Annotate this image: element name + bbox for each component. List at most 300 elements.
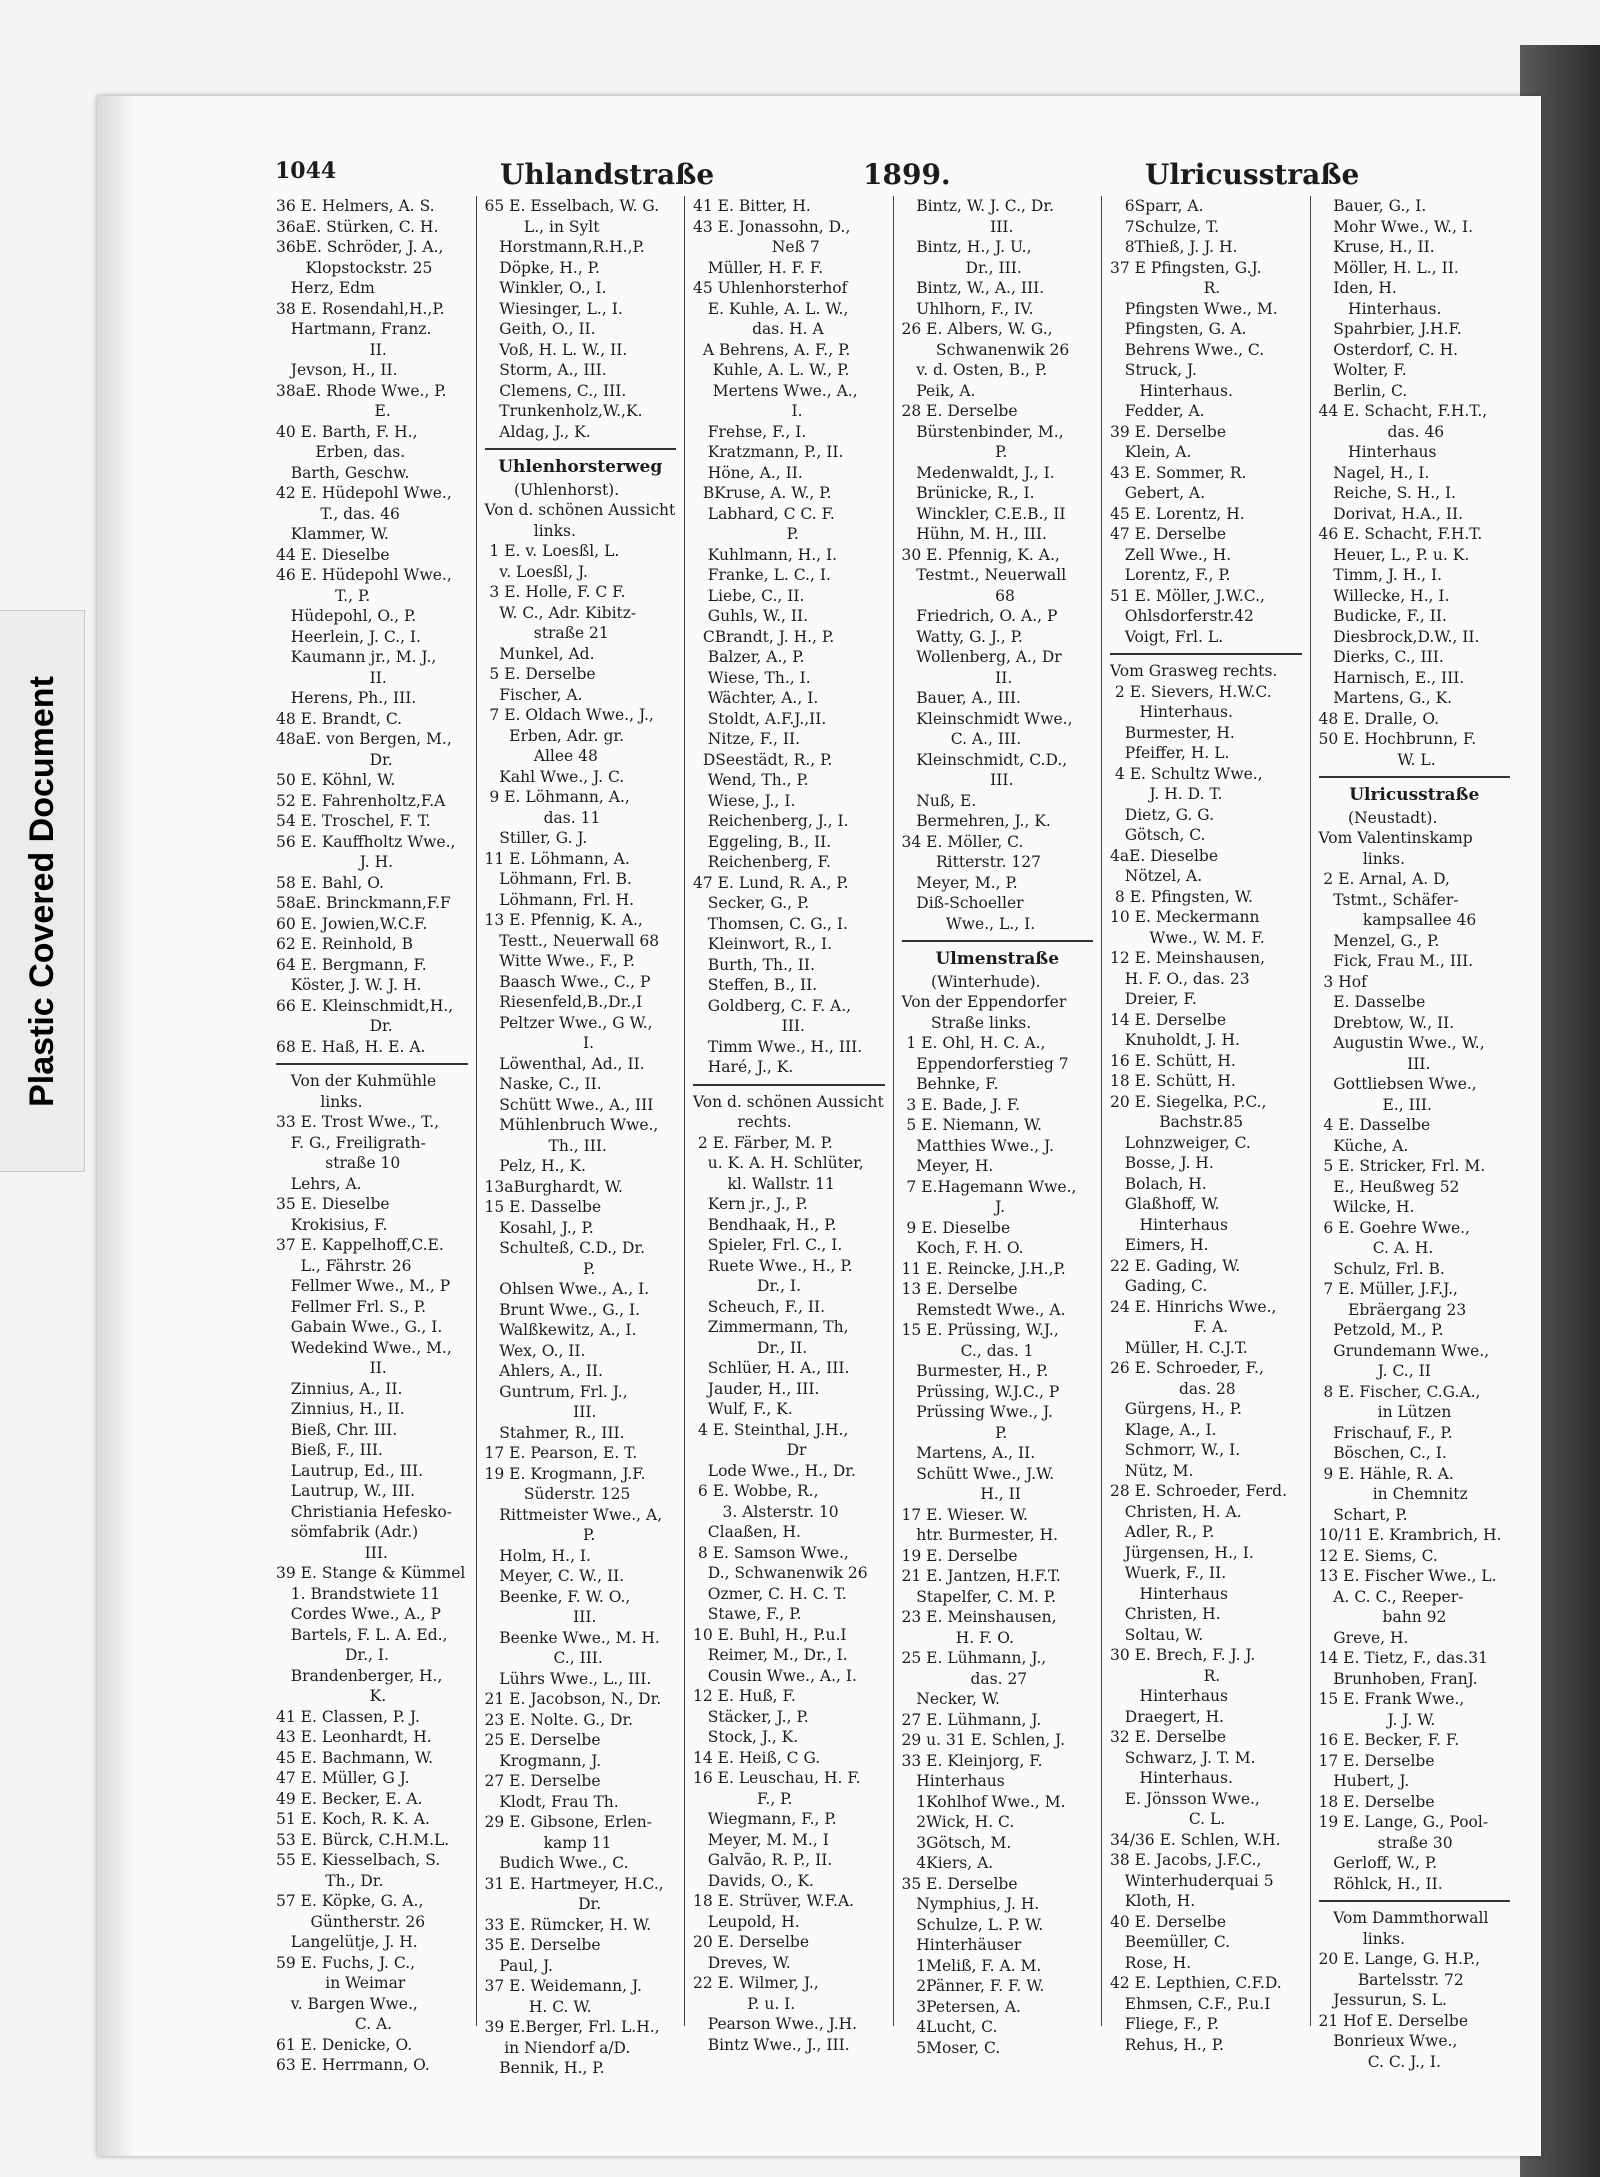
directory-entry: 10 E. Buhl, H., P.u.I — [693, 1625, 847, 1644]
directory-entry: Bendhaak, H., P. — [693, 1215, 837, 1234]
directory-entry: F., P. — [693, 1789, 793, 1808]
directory-entry: 34/36 E. Schlen, W.H. — [1110, 1830, 1281, 1849]
directory-entry: II. — [276, 340, 387, 359]
directory-entry: 58aE. Brinckmann,F.F — [276, 894, 451, 912]
directory-entry: Beemüller, C. — [1110, 1933, 1231, 1951]
directory-entry: Christen, H. A. — [1110, 1502, 1242, 1521]
directory-entry: J. C., II — [1318, 1362, 1431, 1380]
directory-entry: 2 E. Sievers, H.W.C. — [1110, 682, 1272, 701]
directory-entry: Erben, das. — [276, 443, 406, 461]
directory-entry: Reichenberg, J., I. — [693, 812, 849, 830]
directory-entry: Willecke, H., I. — [1318, 586, 1450, 605]
directory-entry: 46 E. Schacht, F.H.T. — [1318, 525, 1483, 543]
directory-entry: Döpke, H., P. — [484, 258, 600, 277]
directory-entry: Fedder, A. — [1110, 402, 1205, 420]
directory-entry: Th., III. — [484, 1136, 607, 1155]
directory-entry: Brünicke, R., I. — [901, 484, 1035, 502]
directory-entry: Krokisius, F. — [276, 1215, 388, 1234]
directory-entry: 35 E. Derselbe — [901, 1874, 1018, 1893]
directory-entry: 58 E. Bahl, O. — [276, 873, 384, 892]
directory-entry: Erben, Adr. gr. — [484, 726, 625, 745]
directory-entry: D., Schwanenwik 26 — [693, 1564, 868, 1582]
directory-entry: Wächter, A., I. — [693, 689, 819, 707]
directory-entry: Naske, C., II. — [484, 1075, 602, 1093]
directory-entry: Dreves, W. — [693, 1953, 791, 1972]
section-divider — [1319, 776, 1511, 778]
directory-entry: 20 E. Lange, G. H.P., — [1318, 1950, 1481, 1968]
directory-entry: das. 46 — [1318, 422, 1445, 441]
directory-entry: Kleinwort, R., I. — [693, 935, 833, 953]
directory-entry: links. — [1318, 1929, 1406, 1948]
directory-entry: 40 E. Derselbe — [1110, 1912, 1227, 1931]
directory-entry: Burmester, H., P. — [901, 1362, 1049, 1380]
directory-entry: Geith, O., II. — [484, 320, 596, 338]
directory-entry: Testt., Neuerwall 68 — [484, 931, 660, 950]
directory-entry: 6 E. Goehre Wwe., — [1318, 1218, 1470, 1237]
directory-entry: links. — [484, 521, 576, 540]
directory-entry: 28 E. Derselbe — [901, 402, 1018, 420]
directory-entry: II. — [276, 668, 387, 687]
directory-entry: Wwe., W. M. F. — [1110, 928, 1265, 947]
directory-entry: 36 E. Helmers, A. S. — [276, 197, 435, 215]
directory-entry: Wend, Th., P. — [693, 771, 809, 789]
directory-entry: III. — [484, 1608, 597, 1626]
directory-entry: Medenwaldt, J., I. — [901, 463, 1055, 482]
directory-entry: 4aE. Dieselbe — [1110, 846, 1219, 865]
directory-entry: Fliege, F., P. — [1110, 2015, 1219, 2033]
directory-entry: 5 E. Derselbe — [484, 665, 596, 683]
directory-entry: Wiegmann, F., P. — [693, 1810, 837, 1828]
directory-entry: DSeestädt, R., P. — [693, 750, 833, 769]
directory-entry: Spahrbier, J.H.F. — [1318, 320, 1462, 338]
directory-entry: Wex, O., II. — [484, 1341, 586, 1360]
directory-entry: 30 E. Brech, F. J. J. — [1110, 1646, 1256, 1664]
directory-entry: Pfeiffer, H. L. — [1110, 744, 1230, 762]
directory-entry: Stahmer, R., III. — [484, 1423, 625, 1442]
directory-entry: 50 E. Köhnl, W. — [276, 771, 396, 789]
directory-entry: Wiese, J., I. — [693, 791, 796, 810]
directory-entry: Lehrs, A. — [276, 1174, 362, 1193]
directory-entry: 8 E. Pfingsten, W. — [1110, 887, 1253, 906]
directory-entry: J. H. D. T. — [1110, 785, 1223, 803]
directory-entry: 47 E. Lund, R. A., P. — [693, 873, 849, 892]
directory-entry: links. — [276, 1092, 363, 1111]
directory-entry: straße 21 — [484, 624, 609, 642]
directory-entry: Secker, G., P. — [693, 894, 810, 912]
directory-entry: 24 E. Hinrichs Wwe., — [1110, 1297, 1277, 1316]
directory-entry: 26 E. Schroeder, F., — [1110, 1359, 1264, 1377]
directory-entry: Bintz, W. J. C., Dr. — [901, 197, 1054, 215]
directory-entry: 36bE. Schröder, J. A., — [276, 238, 444, 256]
directory-entry: Schart, P. — [1318, 1505, 1408, 1524]
directory-entry: 13 E. Fischer Wwe., L. — [1318, 1567, 1497, 1585]
directory-entry: 12 E. Siems, C. — [1318, 1546, 1438, 1565]
directory-entry: Barth, Geschw. — [276, 463, 410, 482]
directory-entry: Lode Wwe., H., Dr. — [693, 1461, 856, 1480]
directory-column — [1101, 196, 1310, 2054]
directory-entry: Cordes Wwe., A., P — [276, 1605, 441, 1623]
directory-entry: Bintz, W., A., III. — [901, 279, 1045, 297]
directory-entry: Walßkewitz, A., I. — [484, 1321, 637, 1339]
directory-entry: 48 E. Dralle, O. — [1318, 709, 1440, 728]
directory-column — [268, 196, 476, 2074]
directory-entry: Fellmer Frl. S., P. — [276, 1297, 427, 1316]
directory-entry: Bauer, A., III. — [901, 689, 1021, 707]
directory-entry: 68 — [901, 586, 1015, 605]
directory-entry: Thomsen, C. G., I. — [693, 914, 848, 933]
directory-entry: 21 Hof E. Derselbe — [1318, 2011, 1469, 2030]
directory-entry: Th., Dr. — [276, 1871, 384, 1890]
directory-entry: Lührs Wwe., L., III. — [484, 1669, 652, 1688]
directory-entry: Lorentz, F., P. — [1110, 566, 1231, 584]
directory-entry: Diß-Schoeller — [901, 894, 1024, 912]
directory-entry: 50 E. Hochbrunn, F. — [1318, 730, 1477, 748]
directory-entry: Von d. schönen Aussicht — [693, 1092, 884, 1111]
directory-entry: Krogmann, J. — [484, 1751, 602, 1770]
directory-column — [684, 196, 893, 2054]
directory-entry: 2Pänner, F. F. W. — [901, 1977, 1045, 1995]
directory-entry: 5 E. Niemann, W. — [901, 1116, 1042, 1134]
directory-entry: Reiche, S. H., I. — [1318, 484, 1457, 502]
directory-entry: Zimmermann, Th, — [693, 1318, 849, 1336]
directory-entry: Hinterhaus — [901, 1772, 1005, 1790]
directory-entry: Knuholdt, J. H. — [1110, 1031, 1240, 1049]
directory-entry: Claaßen, H. — [693, 1523, 801, 1541]
directory-entry: Davids, O., K. — [693, 1871, 814, 1890]
directory-entry: 44 E. Schacht, F.H.T., — [1318, 402, 1488, 420]
directory-entry: Lautrup, W., III. — [276, 1482, 415, 1500]
directory-entry: Labhard, C C. F. — [693, 504, 835, 523]
directory-entry: Petzold, M., P. — [1318, 1321, 1444, 1339]
directory-entry: straße 30 — [1318, 1833, 1453, 1852]
directory-entry: 52 E. Fahrenholtz,F.A — [276, 791, 446, 810]
directory-entry: 3Götsch, M. — [901, 1833, 1012, 1852]
directory-entry: 26 E. Albers, W. G., — [901, 320, 1053, 338]
directory-entry: 33 E. Kleinjorg, F. — [901, 1751, 1043, 1770]
directory-entry: Prüssing Wwe., J. — [901, 1403, 1053, 1421]
directory-entry: 42 E. Lepthien, C.F.D. — [1110, 1974, 1282, 1992]
directory-entry: Leupold, H. — [693, 1912, 800, 1931]
directory-entry: Schütt Wwe., J.W. — [901, 1464, 1055, 1483]
directory-entry: kl. Wallstr. 11 — [693, 1174, 835, 1193]
directory-entry: P. — [484, 1526, 596, 1544]
directory-entry: 14 E. Derselbe — [1110, 1010, 1227, 1029]
directory-entry: 33 E. Rümcker, H. W. — [484, 1915, 651, 1934]
directory-entry: Bonrieux Wwe., — [1318, 2032, 1458, 2050]
directory-entry: Hinterhaus — [1110, 1215, 1228, 1234]
directory-entry: 41 E. Classen, P. J. — [276, 1707, 420, 1726]
directory-entry: Kruse, H., II. — [1318, 238, 1435, 256]
directory-entry: rechts. — [693, 1113, 792, 1131]
directory-entry: III. — [276, 1543, 388, 1562]
directory-entry: 25 E. Derselbe — [484, 1731, 601, 1749]
section-divider — [1110, 653, 1302, 655]
section-divider — [485, 448, 677, 450]
directory-entry: Adler, R., P. — [1110, 1523, 1215, 1541]
directory-entry: J. H. — [276, 853, 394, 871]
directory-entry: Süderstr. 125 — [484, 1485, 631, 1503]
directory-entry: Schulz, Frl. B. — [1318, 1259, 1445, 1278]
directory-entry: 7 E. Müller, J.F.J., — [1318, 1280, 1458, 1298]
directory-entry: L., Fährstr. 26 — [276, 1256, 412, 1275]
directory-entry: Köster, J. W. J. H. — [276, 976, 422, 994]
directory-entry: straße 10 — [276, 1154, 401, 1172]
directory-entry: 29 u. 31 E. Schlen, J. — [901, 1731, 1065, 1749]
directory-entry: Bosse, J. H. — [1110, 1154, 1214, 1172]
directory-entry: 17 E. Wieser. W. — [901, 1505, 1028, 1524]
section-divider — [1319, 1900, 1511, 1902]
directory-entry: Schwarz, J. T. M. — [1110, 1748, 1256, 1767]
directory-entry: Fick, Frau M., III. — [1318, 952, 1474, 970]
directory-entry: Franke, L. C., I. — [693, 566, 831, 584]
directory-entry: 38 E. Rosendahl,H.,P. — [276, 299, 445, 318]
directory-entry: Wuerk, F., II. — [1110, 1564, 1227, 1582]
directory-entry: Hinterhaus. — [1110, 381, 1233, 400]
directory-entry: Kratzmann, P., II. — [693, 443, 844, 461]
directory-entry: 13 E. Pfennig, K. A., — [484, 911, 643, 929]
directory-entry: 21 E. Jantzen, H.F.T. — [901, 1567, 1061, 1585]
directory-entry: 39 E.Berger, Frl. L.H., — [484, 2018, 660, 2036]
directory-entry: Stapelfer, C. M. P. — [901, 1587, 1056, 1606]
directory-entry: Kosahl, J., P. — [484, 1218, 594, 1237]
directory-entry: Rose, H. — [1110, 1953, 1192, 1972]
directory-entry: P. — [901, 443, 1008, 461]
directory-entry: E., Heußweg 52 — [1318, 1177, 1460, 1196]
directory-entry: in Chemnitz — [1318, 1485, 1468, 1503]
directory-entry: (Winterhude). — [901, 972, 1041, 991]
directory-entry: das. H. A — [693, 320, 824, 338]
directory-entry: 57 E. Köpke, G. A., — [276, 1892, 424, 1910]
directory-entry: 30 E. Pfennig, K. A., — [901, 545, 1060, 564]
directory-entry: Nütz, M. — [1110, 1461, 1194, 1480]
directory-entry: Riesenfeld,B.,Dr.,I — [484, 993, 643, 1011]
directory-entry: Klammer, W. — [276, 525, 389, 543]
section-divider — [902, 940, 1094, 942]
directory-entry: Allee 48 — [484, 747, 598, 765]
directory-entry: Jessurun, S. L. — [1318, 1991, 1447, 2009]
directory-entry: 66 E. Kleinschmidt,H., — [276, 996, 454, 1015]
directory-entry: 16 E. Leuschau, H. F. — [693, 1769, 861, 1787]
directory-entry: bahn 92 — [1318, 1608, 1447, 1626]
directory-entry: Ehmsen, C.F., P.u.I — [1110, 1994, 1271, 2013]
directory-entry: links. — [1318, 849, 1406, 868]
directory-entry: 16 E. Becker, F. F. — [1318, 1731, 1460, 1749]
directory-entry: 17 E. Derselbe — [1318, 1751, 1435, 1770]
street-heading: Uhlenhorsterweg — [498, 457, 663, 477]
directory-entry: Dr., III. — [901, 258, 1022, 277]
directory-entry: 38aE. Rhode Wwe., P. — [276, 381, 447, 400]
directory-entry: 18 E. Schütt, H. — [1110, 1072, 1236, 1090]
directory-entry: Trunkenholz,W.,K. — [484, 402, 643, 420]
directory-entry: 49 E. Becker, E. A. — [276, 1789, 423, 1808]
directory-entry: CBrandt, J. H., P. — [693, 627, 835, 646]
directory-entry: Scheuch, F., II. — [693, 1297, 826, 1316]
directory-entry: Hinterhaus — [1318, 443, 1437, 461]
directory-entry: v. Loesßl, J. — [484, 562, 588, 581]
directory-entry: C. C. J., I. — [1318, 2052, 1441, 2071]
directory-entry: 48 E. Brandt, C. — [276, 709, 403, 728]
directory-entry: Brunt Wwe., G., I. — [484, 1300, 641, 1319]
directory-entry: Dr. — [276, 1017, 393, 1035]
directory-entry: 53 E. Bürck, C.H.M.L. — [276, 1830, 450, 1849]
directory-entry: 1 E. Ohl, H. C. A., — [901, 1034, 1046, 1052]
directory-entry: in Weimar — [276, 1974, 406, 1992]
directory-entry: Storm, A., III. — [484, 361, 607, 379]
directory-entry: 22 E. Gading, W. — [1110, 1256, 1241, 1275]
directory-entry: Dreier, F. — [1110, 990, 1197, 1008]
directory-entry: Herens, Ph., III. — [276, 689, 417, 707]
directory-entry: Schulteß, C.D., Dr. — [484, 1239, 646, 1257]
directory-entry: 11 E. Reincke, J.H.,P. — [901, 1259, 1066, 1278]
directory-entry: u. K. A. H. Schlüter, — [693, 1154, 864, 1172]
directory-entry: 27 E. Derselbe — [484, 1772, 601, 1790]
section-divider — [276, 1063, 468, 1065]
directory-entry: Rittmeister Wwe., A, — [484, 1505, 663, 1524]
directory-entry: Budich Wwe., C. — [484, 1854, 629, 1872]
directory-entry: Dietz, G. G. — [1110, 805, 1215, 824]
directory-entry: Dr. — [484, 1895, 602, 1913]
section-divider — [693, 1084, 885, 1086]
directory-entry: Burth, Th., II. — [693, 955, 815, 974]
directory-entry: Güntherstr. 26 — [276, 1912, 426, 1931]
directory-entry: Balzer, A., P. — [693, 648, 805, 666]
directory-entry: 29 E. Gibsone, Erlen- — [484, 1813, 652, 1831]
directory-entry: Dr., I. — [276, 1646, 389, 1664]
directory-entry: Vom Dammthorwall — [1318, 1909, 1489, 1927]
directory-entry: 48aE. von Bergen, M., — [276, 730, 452, 748]
directory-entry: 27 E. Lühmann, J. — [901, 1710, 1042, 1729]
directory-entry: 9 E. Löhmann, A., — [484, 788, 630, 806]
directory-entry: 39 E. Stange & Kümmel — [276, 1564, 466, 1582]
directory-entry: 31 E. Hartmeyer, H.C., — [484, 1874, 664, 1893]
header-year: 1899. — [863, 158, 951, 191]
directory-entry: Bieß, F., III. — [276, 1441, 383, 1459]
directory-entry: Mohr Wwe., W., I. — [1318, 217, 1474, 236]
directory-entry: E. Jönsson Wwe., — [1110, 1789, 1260, 1808]
directory-entry: Jauder, H., III. — [693, 1379, 820, 1398]
directory-entry: 11 E. Löhmann, A. — [484, 849, 630, 868]
directory-entry: Höne, A., II. — [693, 463, 803, 482]
directory-entry: 16 E. Schütt, H. — [1110, 1051, 1236, 1070]
directory-entry: I. — [484, 1034, 595, 1052]
directory-entry: Remstedt Wwe., A. — [901, 1300, 1066, 1319]
directory-entry: 9 E. Hähle, R. A. — [1318, 1464, 1454, 1483]
directory-entry: Böschen, C., I. — [1318, 1444, 1447, 1462]
directory-entry: Heuer, L., P. u. K. — [1318, 545, 1470, 564]
directory-entry: Stäcker, J., P. — [693, 1707, 809, 1726]
directory-entry: Röhlck, H., II. — [1318, 1874, 1443, 1893]
directory-entry: Hinterhaus — [1110, 1584, 1228, 1603]
directory-entry: Steffen, B., II. — [693, 976, 818, 994]
directory-entry: Bachstr.85 — [1110, 1113, 1244, 1131]
directory-entry: das. 28 — [1110, 1379, 1236, 1398]
directory-entry: Klein, A. — [1110, 443, 1192, 461]
directory-entry: 32 E. Derselbe — [1110, 1728, 1227, 1746]
directory-entry: Fellmer Wwe., M., P — [276, 1277, 451, 1295]
directory-entry: III. — [1318, 1054, 1431, 1073]
directory-entry: Testmt., Neuerwall — [901, 566, 1067, 584]
directory-entry: 4 E. Dasselbe — [1318, 1116, 1431, 1134]
directory-entry: Jürgensen, H., I. — [1110, 1543, 1254, 1562]
directory-entry: Hinterhaus. — [1110, 703, 1233, 721]
directory-entry: Greve, H. — [1318, 1628, 1409, 1647]
directory-entry: Hinterhaus. — [1110, 1769, 1233, 1787]
directory-entry: Watty, G. J., P. — [901, 627, 1023, 646]
directory-entry: Struck, J. — [1110, 361, 1197, 379]
directory-entry: 15 E. Frank Wwe., — [1318, 1690, 1465, 1708]
directory-entry: 43 E. Leonhardt, H. — [276, 1728, 432, 1746]
directory-entry: I. — [693, 402, 803, 420]
directory-entry: 2 E. Färber, M. P. — [693, 1133, 833, 1152]
directory-entry: Prüssing, W.J.C., P — [901, 1382, 1060, 1401]
directory-entry: Winckler, C.E.B., II — [901, 504, 1066, 523]
directory-entry: C. A., III. — [901, 730, 1022, 748]
directory-entry: 21 E. Jacobson, N., Dr. — [484, 1690, 662, 1708]
directory-entry: Zinnius, A., II. — [276, 1379, 403, 1398]
directory-entry: Ebräergang 23 — [1318, 1300, 1467, 1319]
directory-column — [476, 196, 685, 2077]
directory-entry: H. C. W. — [484, 1997, 592, 2016]
directory-entry: Haré, J., K. — [693, 1058, 794, 1076]
directory-entry: 44 E. Dieselbe — [276, 545, 390, 564]
directory-entry: Schulze, L. P. W. — [901, 1915, 1044, 1934]
directory-entry: Mühlenbruch Wwe., — [484, 1116, 659, 1134]
directory-entry: Ozmer, C. H. C. T. — [693, 1584, 847, 1603]
directory-entry: 37 E. Kappelhoff,C.E. — [276, 1236, 444, 1254]
directory-entry: (Uhlenhorst). — [484, 480, 620, 499]
directory-entry: Jevson, H., II. — [276, 361, 398, 379]
directory-entry: Kahl Wwe., J. C. — [484, 767, 625, 786]
directory-entry: 55 E. Kiesselbach, S. — [276, 1851, 441, 1869]
directory-entry: 3 E. Bade, J. F. — [901, 1095, 1021, 1114]
directory-entry: 8Thieß, J. J. H. — [1110, 238, 1238, 256]
directory-entry: 33 E. Trost Wwe., T., — [276, 1113, 440, 1131]
directory-entry: Berlin, C. — [1318, 381, 1408, 400]
directory-entry: Möller, H. L., II. — [1318, 258, 1459, 277]
directory-column — [1310, 196, 1519, 2071]
directory-entry: 1Meliß, F. A. M. — [901, 1956, 1042, 1975]
directory-entry: Meyer, H. — [901, 1157, 994, 1175]
directory-entry: III. — [901, 217, 1014, 236]
directory-entry: 36aE. Stürken, C. H. — [276, 217, 439, 236]
directory-entry: Götsch, C. — [1110, 826, 1206, 844]
directory-entry: Stawe, F., P. — [693, 1605, 802, 1623]
directory-entry: A Behrens, A. F., P. — [693, 340, 851, 359]
directory-entry: F. G., Freiligrath- — [276, 1133, 426, 1152]
directory-entry: Klopstockstr. 25 — [276, 258, 433, 277]
directory-entry: 4Lucht, C. — [901, 2018, 998, 2036]
directory-entry: Bennik, H., P. — [484, 2059, 605, 2077]
directory-entry: C. A. H. — [1318, 1239, 1434, 1257]
directory-entry: Hühn, M. H., III. — [901, 525, 1047, 543]
directory-entry: Klage, A., I. — [1110, 1420, 1217, 1439]
directory-entry: Klodt, Frau Th. — [484, 1792, 619, 1811]
street-heading: Ulmenstraße — [935, 949, 1060, 969]
directory-entry: H. F. O., das. 23 — [1110, 969, 1250, 988]
directory-entry: Gading, C. — [1110, 1277, 1208, 1295]
directory-entry: Hüdepohl, O., P. — [276, 607, 417, 625]
directory-entry: 39 E. Derselbe — [1110, 422, 1227, 441]
directory-entry: 68 E. Haß, H. E. A. — [276, 1037, 426, 1056]
directory-entry: 59 E. Fuchs, J. C., — [276, 1953, 416, 1972]
directory-entry: 7 E. Oldach Wwe., J., — [484, 706, 654, 724]
directory-entry: 10/11 E. Krambrich, H. — [1318, 1526, 1502, 1544]
directory-entry: Bintz Wwe., J., III. — [693, 2035, 850, 2054]
directory-entry: Brunhoben, FranJ. — [1318, 1669, 1478, 1688]
directory-entry: 8 E. Samson Wwe., — [693, 1543, 849, 1562]
directory-entry: 37 E. Weidemann, J. — [484, 1977, 642, 1995]
directory-entry: Löhmann, Frl. H. — [484, 890, 635, 909]
